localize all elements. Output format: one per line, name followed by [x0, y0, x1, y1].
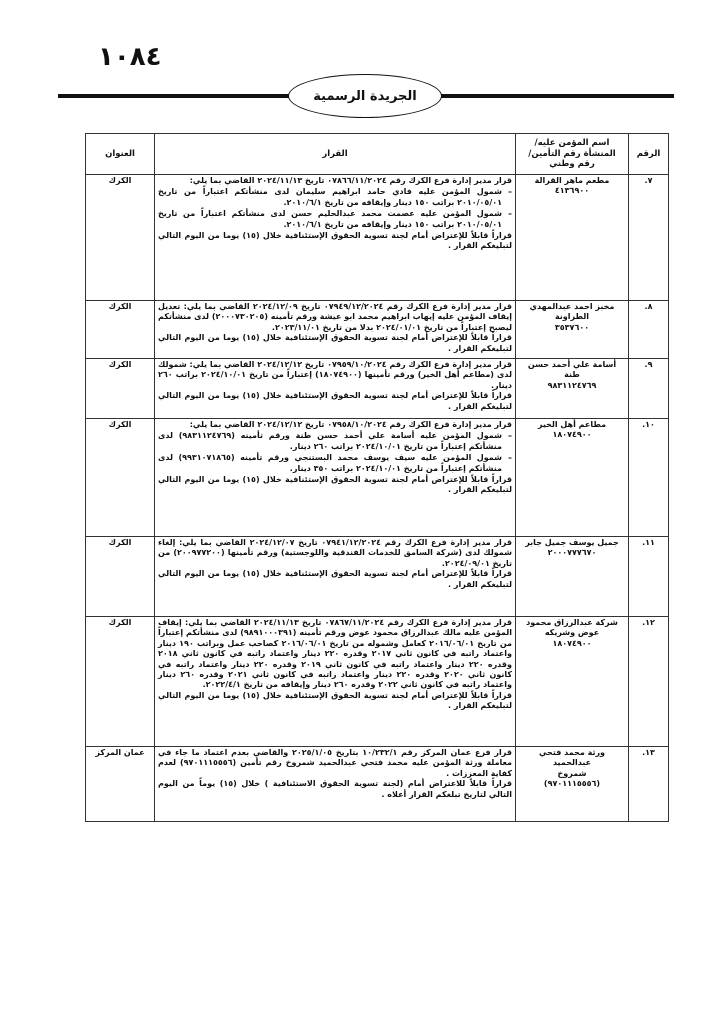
- decision-cell: [155, 419, 516, 537]
- insured-name-line: مطاعم أهل الخير: [537, 420, 607, 429]
- address-cell: الكرك: [86, 175, 155, 301]
- decision-cell: [155, 747, 516, 822]
- table-row: [86, 537, 669, 617]
- insured-name-cell: [516, 359, 629, 419]
- address-cell: الكرك: [86, 301, 155, 359]
- insured-name-line: شمروخ: [557, 768, 587, 778]
- row-number: ٩.: [629, 359, 669, 419]
- row-number: ١٠.: [629, 419, 669, 537]
- insured-name-line: ١٨٠٧٤٩٠٠: [552, 638, 592, 648]
- appeal-notice: قراراً قابلاً للإعتراض أمام لجنة تسوية الحقوق الإستئنافية خلال (١٥) يوما من اليوم التالي لتبليغكم القرار .: [158, 569, 512, 589]
- decision-bullet: – شمول المؤمن عليه عصمت محمد عبدالحليم حسن لدى منشأتكم اعتباراً من تاريخ ٢٠١٠/٠٥/٠١ براتب ١٥٠ دينار وإيقافه من تاريخ ٢٠١٠/٦/١.: [158, 209, 512, 230]
- decision-cell: [155, 537, 516, 617]
- insured-name-line: (٩٧٠١١١٥٥٥٦): [543, 779, 601, 789]
- insured-name-line: شركة عبدالرزاق محمود: [526, 618, 618, 627]
- insured-name-cell: [516, 617, 629, 747]
- decision-text: قرار فرع عمان المركز رقم ١٠/٢٣٢/١ بتاريخ ٢٠٢٥/١/٠٥ والقاضي بعدم اعتماد ما جاء في معاملة ورثة المؤمن عليه محمد فتحي عبدالحميد شمروخ رقم تأمين (٩٧٠١١١٥٥٥٦) لعدم كفاية المعززات .: [158, 748, 512, 778]
- insured-name-line: ٤١٣٦٩٠٠: [554, 186, 590, 196]
- insured-name-line: ٢٠٠٠٧٧٧٦٧٠: [547, 548, 597, 558]
- header-name: اسم المؤمن عليه/ المنشأة رقم التأمين/ رقم وطني: [516, 134, 629, 175]
- row-number: ١١.: [629, 537, 669, 617]
- table-row: [86, 175, 669, 301]
- journal-title: الجريدة الرسمية: [288, 74, 442, 118]
- insured-name-line: ١٨٠٧٤٩٠٠: [552, 430, 592, 440]
- decision-cell: [155, 617, 516, 747]
- page-number: ١٠٨٤: [98, 42, 162, 72]
- insured-name-line: أسامة علي أحمد حسن طنة: [527, 360, 617, 380]
- header-address: العنوان: [86, 134, 155, 175]
- address-cell: الكرك: [86, 537, 155, 617]
- table-header-row: [86, 134, 669, 175]
- insured-name-cell: [516, 175, 629, 301]
- records-table: [85, 133, 669, 822]
- address-cell: الكرك: [86, 419, 155, 537]
- table-row: [86, 359, 669, 419]
- row-number: ٨.: [629, 301, 669, 359]
- decision-text: قرار مدير إدارة فرع الكرك رقم ٠٧٩٥٨/١٠/٢٠٢٤ تاريخ ٢٠٢٤/١٢/١٢ القاضي بما يلي:: [189, 420, 512, 429]
- decision-cell: [155, 301, 516, 359]
- insured-name-line: عوض وشريكه: [544, 628, 600, 638]
- decision-bullet: – شمول المؤمن عليه أسامة علي أحمد حسن طنة ورقم تأمينه (٩٨٣١١٢٤٧٦٩) لدى منشأتكم إعتباراً من تاريخ ٢٠٢٤/١٠/٠١ براتب ٢٦٠ دينار.: [158, 431, 512, 452]
- decision-text: قرار مدير إدارة فرع الكرك رقم ٠٧٩٤٩/١٢/٢٠٢٤ تاريخ ٢٠٢٤/١٢/٠٩ القاضي بما يلي: تعديل إيقاف المؤمن عليه إيهاب ابراهيم محمد ابو عيشة ورقم تأمينه (٢٠٠٠٧٣٠٢٠٥) لدى منشأتكم ليصبح إعتباراً من تاريخ ٢٠٢٤/٠١/٠١ بدلا من تاريخ ٢٠٢٣/١١/٠١.: [158, 302, 512, 332]
- decision-text: قرار مدير إدارة فرع الكرك رقم ٠٧٩٤١/١٢/٢٠٢٤ تاريخ ٢٠٢٤/١٢/٠٧ القاضي بما يلي: إلغاء شمولك لدى (شركة السامق للخدمات الفندقية واللوجستية) ورقم تأمينها (٢٠٠٩٧٧٢٠٠) من تاريخ ٢٠٢٤/٠٩/٠١.: [158, 538, 513, 568]
- insured-name-line: جميل يوسف جميل جابر: [525, 538, 619, 547]
- insured-name-cell: [516, 301, 629, 359]
- insured-name-line: مخبز احمد عبدالمهدي: [529, 302, 615, 311]
- appeal-notice: قراراً قابلاً للإعتراض أمام لجنة تسوية الحقوق الإستئنافية خلال (١٥) يوما من اليوم التالي لتبليغكم القرار .: [158, 333, 512, 353]
- table-row: [86, 419, 669, 537]
- insured-name-line: مطعم ماهر القرالة: [534, 176, 610, 185]
- appeal-notice: قراراً قابلاً للإعتراض أمام لجنة تسوية الحقوق الإستئنافية خلال (١٥) يوما من اليوم التالي لتبليغكم القرار .: [158, 231, 512, 251]
- insured-name-line: الطراونة: [554, 312, 590, 322]
- address-cell: الكرك: [86, 359, 155, 419]
- table-row: [86, 617, 669, 747]
- table-row: [86, 747, 669, 822]
- header-num: الرقم: [629, 134, 669, 175]
- row-number: ٧.: [629, 175, 669, 301]
- insured-name-line: ورثة محمد فتحي عبدالحميد: [538, 748, 606, 768]
- row-number: ١٣.: [629, 747, 669, 822]
- insured-name-cell: [516, 419, 629, 537]
- decision-cell: [155, 359, 516, 419]
- decision-text: قرار مدير إدارة فرع الكرك رقم ٠٧٨٦٧/١١/٢٠٢٤ تاريخ ٢٠٢٤/١١/١٣ القاضي بما يلي: إيقاف المؤمن عليه مالك عبدالرزاق محمود عوض ورقم تأمينه (٩٨٩١٠٠٠٣٩١) لدى منشأتكم إعتباراً من تاريخ ٢٠١٦/٠٦/٠١ كعامل وشموله من تاريخ ٢٠١٦/٠٦/٠١ كصاحب عمل وبراتب ١٩٠ دينار واعتماد راتبه في كانون ثاني ٢٠١٧ وقدره ٢٢٠ دينار واعتماد راتبه في كانون ثاني ٢٠١٨ وقدره ٢٢٠ دينار واعتماد راتبه في كانون ثاني ٢٠١٩ وقدره ٢٢٠ دينار واعتماد راتبه في كانون ثاني ٢٠٢٠ وقدره ٢٢٠ دينار واعتماد راتبه في كانون ثاني ٢٠٢١ وقدره ٢٦٠ دينار واعتماد راتبه في كانون ثاني ٢٠٢٢ وقدره ٢٦٠ دينار وإيقافه من تاريخ ٢٠٢٢/٤/١.: [158, 618, 513, 690]
- appeal-notice: قراراً قابلاً للاعتراض أمام (لجنة تسوية الحقوق الاستئنافية ) خلال (١٥) يوماً من اليوم التالي لتاريخ تبلغكم القرار أعلاه .: [158, 779, 513, 799]
- appeal-notice: قراراً قابلاً للإعتراض أمام لجنة تسوية الحقوق الإستئنافية خلال (١٥) يوما من اليوم التالي لتبليغكم القرار .: [158, 475, 512, 495]
- insured-name-line: ٣٥٣٧٦٠٠: [554, 322, 590, 332]
- address-cell: عمان المركز: [86, 747, 155, 822]
- decision-text: قرار مدير إدارة فرع الكرك رقم ٠٧٩٥٩/١٠/٢٠٢٤ تاريخ ٢٠٢٤/١٢/١٢ القاضي بما يلي: شمولك لدى (مطاعم أهل الخير) ورقم تأمينها (١٨٠٧٤٩٠٠) إعتباراً من تاريخ ٢٠٢٤/١٠/٠١ براتب ٢٦٠ دينار.: [158, 360, 513, 390]
- decision-cell: [155, 175, 516, 301]
- decision-bullet: – شمول المؤمن عليه سيف يوسف محمد البستنجي ورقم تأمينه (٩٩٣١٠٧١٨٦٥) لدى منشأتكم إعتباراً من تاريخ ٢٠٢٤/١٠/٠١ براتب ٣٥٠ دينار.: [158, 453, 512, 474]
- appeal-notice: قراراً قابلاً للإعتراض أمام لجنة تسوية الحقوق الإستئنافية خلال (١٥) يوما من اليوم التالي لتبليغكم القرار .: [158, 391, 512, 411]
- header-decision: القرار: [155, 134, 516, 175]
- decision-bullet: – شمول المؤمن عليه فادي حامد ابراهيم سليمان لدى منشأتكم اعتباراً من تاريخ ٢٠١٠/٠٥/٠١ براتب ١٥٠ دينار وإيقافه من تاريخ ٢٠١٠/٦/١.: [158, 187, 512, 208]
- address-cell: الكرك: [86, 617, 155, 747]
- insured-name-line: ٩٨٣١١٢٤٧٦٩: [547, 380, 597, 390]
- row-number: ١٢.: [629, 617, 669, 747]
- decision-text: قرار مدير إدارة فرع الكرك رقم ٠٧٨٦٦/١١/٢٠٢٤ تاريخ ٢٠٢٤/١١/١٣ القاضي بما يلي:: [189, 176, 512, 185]
- table-row: [86, 301, 669, 359]
- insured-name-cell: [516, 747, 629, 822]
- insured-name-cell: [516, 537, 629, 617]
- appeal-notice: قراراً قابلاً للإعتراض أمام لجنة تسوية الحقوق الإستئنافية خلال (١٥) يوما من اليوم التالي لتبليغكم القرار .: [158, 690, 512, 711]
